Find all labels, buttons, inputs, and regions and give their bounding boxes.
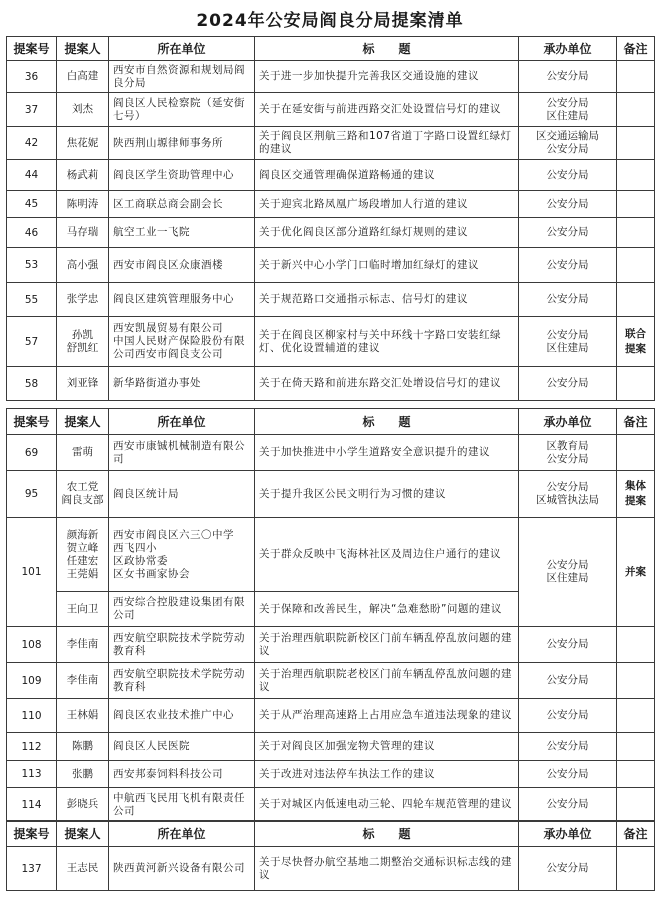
proposer-name: 李佳南 (57, 663, 109, 699)
header-topic: 标 题 (255, 409, 519, 435)
proposer-unit: 阎良区建筑管理服务中心 (109, 283, 255, 317)
proposal-number: 69 (7, 435, 57, 471)
table-header-row (7, 409, 655, 435)
remark: 联合 提案 (617, 317, 655, 367)
header-department: 承办单位 (519, 37, 617, 61)
table-row (7, 733, 655, 761)
proposal-topic: 关于对阎良区加强宠物犬管理的建议 (255, 733, 519, 761)
proposer-name: 李佳南 (57, 627, 109, 663)
table-row (7, 93, 655, 127)
remark (617, 733, 655, 761)
proposal-table-2 (6, 408, 655, 822)
proposer-unit: 陕西黄河新兴设备有限公司 (109, 847, 255, 891)
proposer-unit: 西安市康铖机械制造有限公司 (109, 435, 255, 471)
remark (617, 160, 655, 191)
proposer-unit: 中航西飞民用飞机有限责任公司 (109, 788, 255, 822)
proposal-topic: 关于规范路口交通指示标志、信号灯的建议 (255, 283, 519, 317)
proposal-topic: 关于治理西航职院新校区门前车辆乱停乱放问题的建议 (255, 627, 519, 663)
proposer-name: 王向卫 (57, 592, 109, 627)
proposal-number: 108 (7, 627, 57, 663)
proposer-unit: 西安市阎良区众康酒楼 (109, 248, 255, 283)
proposer-name: 杨武莉 (57, 160, 109, 191)
table-row (7, 283, 655, 317)
header-topic: 标 题 (255, 37, 519, 61)
remark (617, 218, 655, 248)
proposer-name: 王林娟 (57, 699, 109, 733)
proposal-number: 45 (7, 191, 57, 218)
proposal-topic: 关于提升我区公民文明行为习惯的建议 (255, 471, 519, 518)
remark (617, 61, 655, 93)
handling-department: 公安分局 (519, 663, 617, 699)
proposal-number: 58 (7, 367, 57, 401)
proposal-topic: 关于群众反映中飞海林社区及周边住户通行的建议 (255, 518, 519, 592)
proposer-unit: 西安市阎良区六三〇中学 西飞四小 区政协常委 区女书画家协会 (109, 518, 255, 592)
handling-department: 公安分局 (519, 218, 617, 248)
proposal-topic: 关于在延安街与前进西路交汇处设置信号灯的建议 (255, 93, 519, 127)
header-unit: 所在单位 (109, 37, 255, 61)
proposer-name: 张学忠 (57, 283, 109, 317)
header-proposer: 提案人 (57, 821, 109, 847)
remark (617, 761, 655, 788)
table-row (7, 663, 655, 699)
handling-department: 公安分局 (519, 788, 617, 822)
remark (617, 627, 655, 663)
table-row (7, 127, 655, 160)
table-header-row (7, 37, 655, 61)
handling-department: 公安分局 (519, 248, 617, 283)
table-row (7, 218, 655, 248)
proposal-number: 112 (7, 733, 57, 761)
remark (617, 93, 655, 127)
proposer-unit: 航空工业一飞院 (109, 218, 255, 248)
remark (617, 663, 655, 699)
proposal-topic: 关于从严治理高速路上占用应急车道违法现象的建议 (255, 699, 519, 733)
proposal-number: 44 (7, 160, 57, 191)
header-note: 备注 (617, 409, 655, 435)
remark (617, 127, 655, 160)
proposer-name: 农工党 阎良支部 (57, 471, 109, 518)
handling-department: 公安分局 区城管执法局 (519, 471, 617, 518)
proposal-number: 95 (7, 471, 57, 518)
remark: 集体 提案 (617, 471, 655, 518)
remark (617, 788, 655, 822)
header-proposer: 提案人 (57, 409, 109, 435)
header-note: 备注 (617, 821, 655, 847)
proposal-topic: 关于尽快督办航空基地二期整治交通标识标志线的建议 (255, 847, 519, 891)
handling-department: 公安分局 (519, 627, 617, 663)
header-note: 备注 (617, 37, 655, 61)
proposal-topic: 关于改进对违法停车执法工作的建议 (255, 761, 519, 788)
handling-department: 公安分局 (519, 699, 617, 733)
proposal-table-3 (6, 820, 655, 891)
proposer-unit: 阎良区人民检察院（延安街七号） (109, 93, 255, 127)
handling-department: 公安分局 (519, 733, 617, 761)
header-proposal-number: 提案号 (7, 821, 57, 847)
table-row (7, 191, 655, 218)
proposer-name: 王志民 (57, 847, 109, 891)
handling-department: 区交通运输局 公安分局 (519, 127, 617, 160)
remark: 并案 (617, 518, 655, 627)
header-topic: 标 题 (255, 821, 519, 847)
proposal-topic: 关于对城区内低速电动三轮、四轮车规范管理的建议 (255, 788, 519, 822)
proposer-unit: 西安邦泰饲料科技公司 (109, 761, 255, 788)
proposer-unit: 西安综合控股建设集团有限公司 (109, 592, 255, 627)
handling-department: 公安分局 区住建局 (519, 518, 617, 627)
handling-department: 公安分局 区住建局 (519, 317, 617, 367)
proposal-number: 46 (7, 218, 57, 248)
table-row (7, 847, 655, 891)
handling-department: 公安分局 (519, 61, 617, 93)
handling-department: 公安分局 (519, 283, 617, 317)
proposer-name: 张鹏 (57, 761, 109, 788)
proposer-unit: 阎良区人民医院 (109, 733, 255, 761)
header-department: 承办单位 (519, 821, 617, 847)
proposal-number: 109 (7, 663, 57, 699)
proposal-topic: 关于在倚天路和前进东路交汇处增设信号灯的建议 (255, 367, 519, 401)
table-row (7, 788, 655, 822)
header-unit: 所在单位 (109, 409, 255, 435)
proposer-name: 雷萌 (57, 435, 109, 471)
proposer-name: 陈明涛 (57, 191, 109, 218)
table-row (7, 317, 655, 367)
proposal-topic: 关于迎宾北路凤凰广场段增加人行道的建议 (255, 191, 519, 218)
proposal-topic: 关于进一步加快提升完善我区交通设施的建议 (255, 61, 519, 93)
proposal-topic: 关于加快推进中小学生道路安全意识提升的建议 (255, 435, 519, 471)
header-proposal-number: 提案号 (7, 409, 57, 435)
proposer-unit: 阎良区农业技术推广中心 (109, 699, 255, 733)
proposer-unit: 西安航空职院技术学院劳动教育科 (109, 627, 255, 663)
remark (617, 283, 655, 317)
handling-department: 公安分局 (519, 191, 617, 218)
proposer-name: 高小强 (57, 248, 109, 283)
proposer-unit: 西安市自然资源和规划局阎良分局 (109, 61, 255, 93)
proposal-topic: 关于阎良区荆航三路和107省道丁字路口设置红绿灯的建议 (255, 127, 519, 160)
handling-department: 公安分局 区住建局 (519, 93, 617, 127)
proposal-topic: 关于治理西航职院老校区门前车辆乱停乱放问题的建议 (255, 663, 519, 699)
header-unit: 所在单位 (109, 821, 255, 847)
proposal-topic: 关于保障和改善民生，解决“急难愁盼”问题的建议 (255, 592, 519, 627)
handling-department: 公安分局 (519, 847, 617, 891)
table-row (7, 471, 655, 518)
proposer-name: 焦花妮 (57, 127, 109, 160)
proposal-number: 113 (7, 761, 57, 788)
remark (617, 847, 655, 891)
remark (617, 191, 655, 218)
proposal-number: 57 (7, 317, 57, 367)
proposer-name: 刘杰 (57, 93, 109, 127)
proposal-topic: 关于新兴中心小学门口临时增加红绿灯的建议 (255, 248, 519, 283)
proposer-name: 马存瑞 (57, 218, 109, 248)
table-header-row (7, 821, 655, 847)
handling-department: 公安分局 (519, 160, 617, 191)
proposal-number: 37 (7, 93, 57, 127)
proposer-unit: 阎良区学生资助管理中心 (109, 160, 255, 191)
proposal-number: 114 (7, 788, 57, 822)
proposer-name: 彭晓兵 (57, 788, 109, 822)
proposal-number: 101 (7, 518, 57, 627)
table-row (7, 435, 655, 471)
proposal-number: 110 (7, 699, 57, 733)
proposer-unit: 陕西荆山塬律师事务所 (109, 127, 255, 160)
proposal-table-1 (6, 36, 655, 401)
proposal-number: 42 (7, 127, 57, 160)
table-row (7, 367, 655, 401)
proposer-unit: 阎良区统计局 (109, 471, 255, 518)
table-row (7, 248, 655, 283)
header-proposal-number: 提案号 (7, 37, 57, 61)
proposal-number: 53 (7, 248, 57, 283)
proposal-topic: 关于优化阎良区部分道路红绿灯规则的建议 (255, 218, 519, 248)
table-row (7, 160, 655, 191)
table-row (7, 627, 655, 663)
header-proposer: 提案人 (57, 37, 109, 61)
proposer-unit: 新华路街道办事处 (109, 367, 255, 401)
proposer-name: 刘亚锋 (57, 367, 109, 401)
proposal-number: 36 (7, 61, 57, 93)
remark (617, 367, 655, 401)
table-row (7, 518, 655, 592)
remark (617, 248, 655, 283)
table-row (7, 699, 655, 733)
proposer-unit: 西安航空职院技术学院劳动教育科 (109, 663, 255, 699)
handling-department: 区教育局 公安分局 (519, 435, 617, 471)
proposal-topic: 阎良区交通管理确保道路畅通的建议 (255, 160, 519, 191)
proposer-unit: 区工商联总商会副会长 (109, 191, 255, 218)
proposer-unit: 西安凯晟贸易有限公司 中国人民财产保险股份有限公司西安市阎良支公司 (109, 317, 255, 367)
proposer-name: 孙凯 舒凯红 (57, 317, 109, 367)
remark (617, 699, 655, 733)
proposal-number: 137 (7, 847, 57, 891)
handling-department: 公安分局 (519, 761, 617, 788)
table-row (7, 761, 655, 788)
table-row (7, 61, 655, 93)
proposal-number: 55 (7, 283, 57, 317)
proposal-topic: 关于在阎良区柳家村与关中环线十字路口安装红绿灯、优化设置辅道的建议 (255, 317, 519, 367)
proposer-name: 白高建 (57, 61, 109, 93)
header-department: 承办单位 (519, 409, 617, 435)
remark (617, 435, 655, 471)
document-title: 2024年公安局阎良分局提案清单 (196, 11, 464, 31)
handling-department: 公安分局 (519, 367, 617, 401)
proposer-name: 陈鹏 (57, 733, 109, 761)
proposer-name: 颜海新 贺立峰 任建宏 王莞娟 (57, 518, 109, 592)
